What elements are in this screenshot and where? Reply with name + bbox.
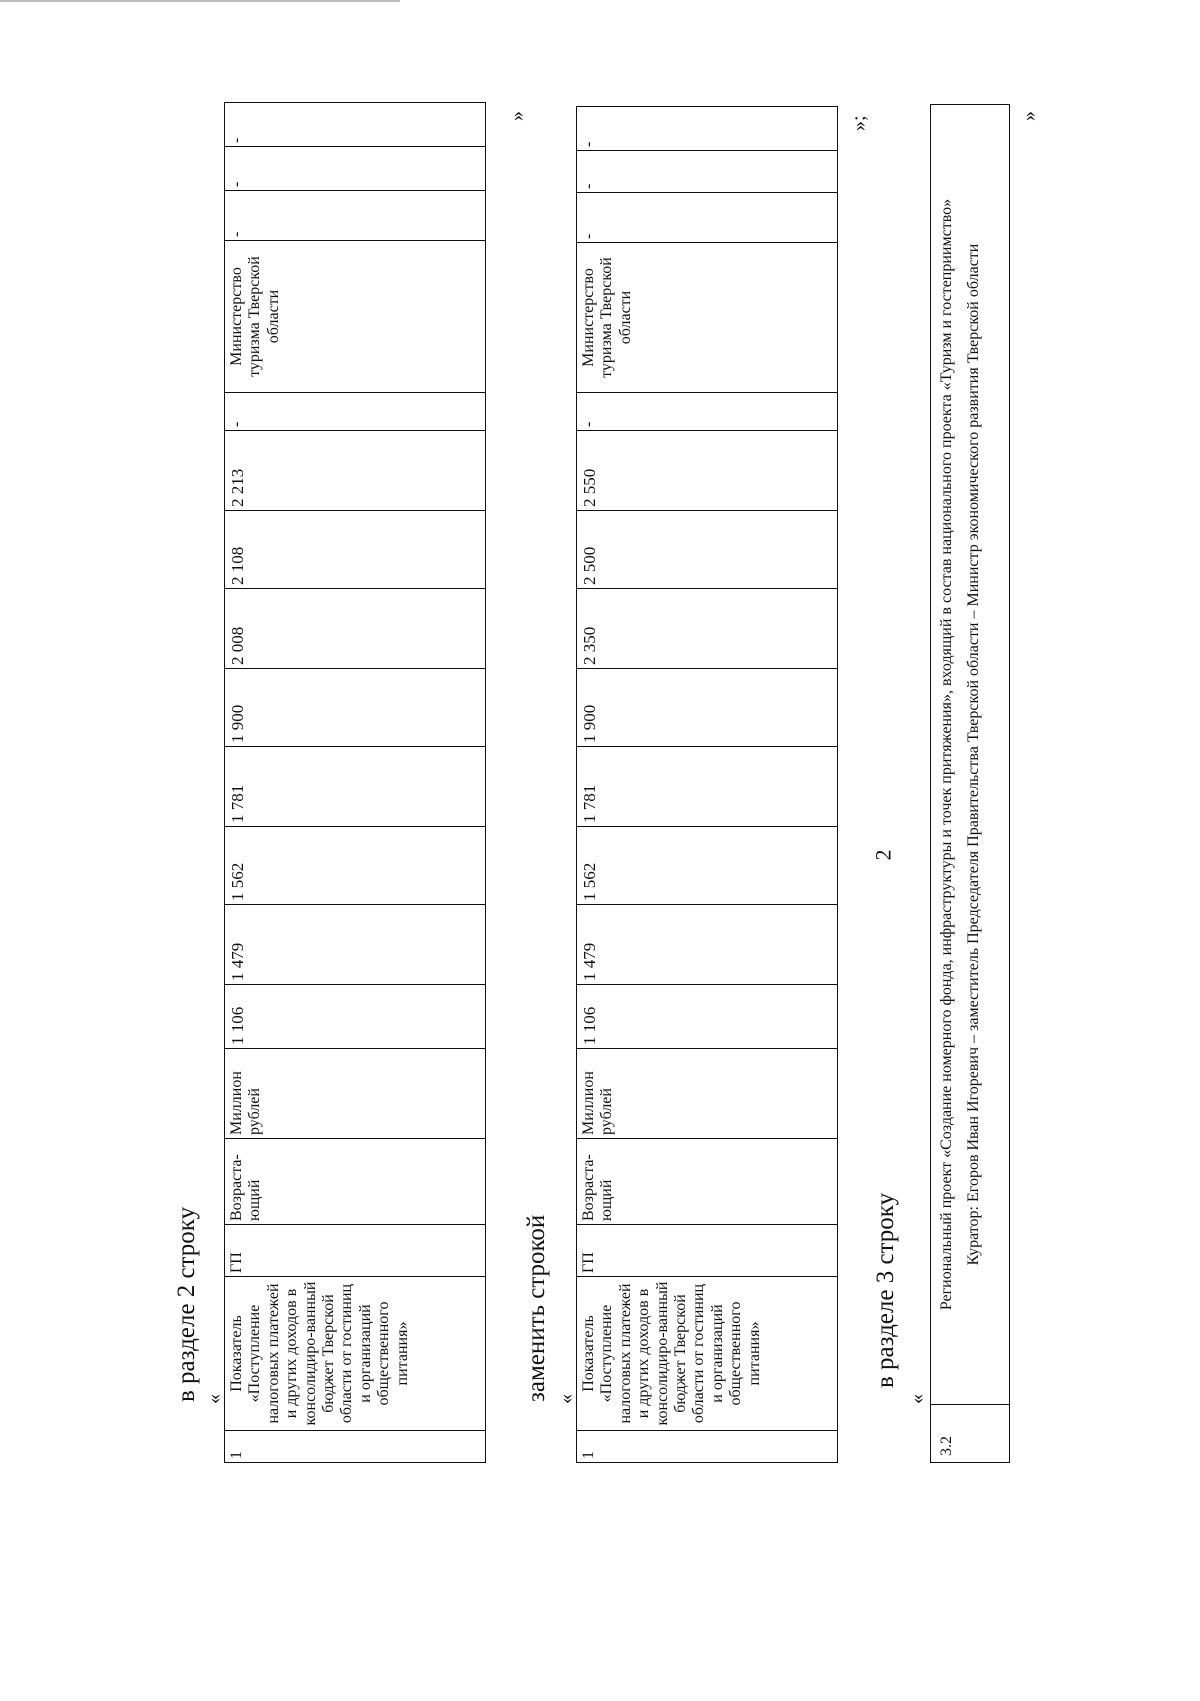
curator-line: Куратор: Егоров Иван Игоревич – заместитель Председателя Правительства Тверской области – Министр экономического развития Тверской области [965, 243, 983, 1266]
row-number: 1 [225, 1431, 486, 1463]
value-cell: 1 479 [225, 905, 486, 985]
value-cell: 2 213 [225, 431, 486, 511]
dash-cell: - [577, 193, 838, 243]
value-cell: 1 781 [577, 747, 838, 827]
block1-close-mark: » [506, 111, 528, 121]
section-text [931, 105, 1010, 1405]
dash-cell: - [225, 191, 486, 241]
block3-table [930, 104, 1010, 1463]
table-row [931, 105, 1010, 1463]
trend-cell: Возраста-ющий [577, 1139, 838, 1225]
dash-cell: - [225, 103, 486, 147]
scan-edge-line [0, 0, 400, 2]
section-number: 3.2 [931, 1405, 1010, 1463]
value-cell: 1 900 [225, 669, 486, 747]
value-cell: 1 781 [225, 747, 486, 827]
block3-close-mark: » [1018, 111, 1040, 121]
responsible-cell: Министерство туризма Тверской области [577, 243, 838, 393]
block1-table [224, 102, 486, 1463]
block2-table [576, 106, 838, 1463]
block2-table-wrap [576, 106, 838, 1463]
level-cell: ГП [225, 1225, 486, 1277]
block2-open-quote: « [555, 1394, 577, 1404]
indicator-label: Показатель «Поступление налоговых платежей и других доходов в консолидиро-ванный бюджет Тверской области от гостиниц и организаций общественного питания» [225, 1277, 486, 1431]
block2-close-mark: »; [848, 115, 870, 131]
dash-cell: - [577, 107, 838, 151]
block3-table-wrap [930, 104, 1010, 1463]
value-cell: 1 479 [577, 905, 838, 985]
value-cell: 2 350 [577, 589, 838, 669]
value-cell: 2 500 [577, 511, 838, 589]
value-cell: 1 106 [225, 985, 486, 1049]
block2-heading: заменить строкой [523, 1214, 550, 1402]
value-cell: 1 900 [577, 669, 838, 747]
value-cell: 1 106 [577, 985, 838, 1049]
block3-open-quote: « [906, 1394, 928, 1404]
value-cell: 1 562 [577, 827, 838, 905]
value-cell: 2 008 [225, 589, 486, 669]
block3-heading: в разделе 3 строку [872, 1192, 899, 1388]
dash-cell: - [577, 393, 838, 431]
responsible-cell: Министерство туризма Тверской области [225, 241, 486, 393]
value-cell: 2 108 [225, 511, 486, 589]
dash-cell: - [225, 147, 486, 191]
value-cell: 1 562 [225, 827, 486, 905]
unit-cell: Миллион рублей [225, 1049, 486, 1139]
dash-cell: - [225, 393, 486, 431]
row-number: 1 [577, 1431, 838, 1463]
trend-cell: Возраста-ющий [225, 1139, 486, 1225]
block1-table-wrap [224, 102, 486, 1463]
value-cell: 2 550 [577, 431, 838, 511]
block1-open-quote: « [203, 1394, 225, 1404]
page-number: 2 [870, 849, 896, 861]
dash-cell: - [577, 151, 838, 193]
table-row [577, 107, 838, 1463]
table-row [225, 103, 486, 1463]
level-cell: ГП [577, 1225, 838, 1277]
indicator-label: Показатель «Поступление налоговых платежей и других доходов в консолидиро-ванный бюджет Тверской области от гостиниц и организаций общественного питания» [577, 1277, 838, 1431]
project-title: Региональный проект «Создание номерного фонда, инфраструктуры и точек притяжения», входящий в состав национального проекта «Туризм и гостеприимство» [938, 198, 955, 1311]
unit-cell: Миллион рублей [577, 1049, 838, 1139]
block1-heading: в разделе 2 строку [173, 1206, 200, 1402]
